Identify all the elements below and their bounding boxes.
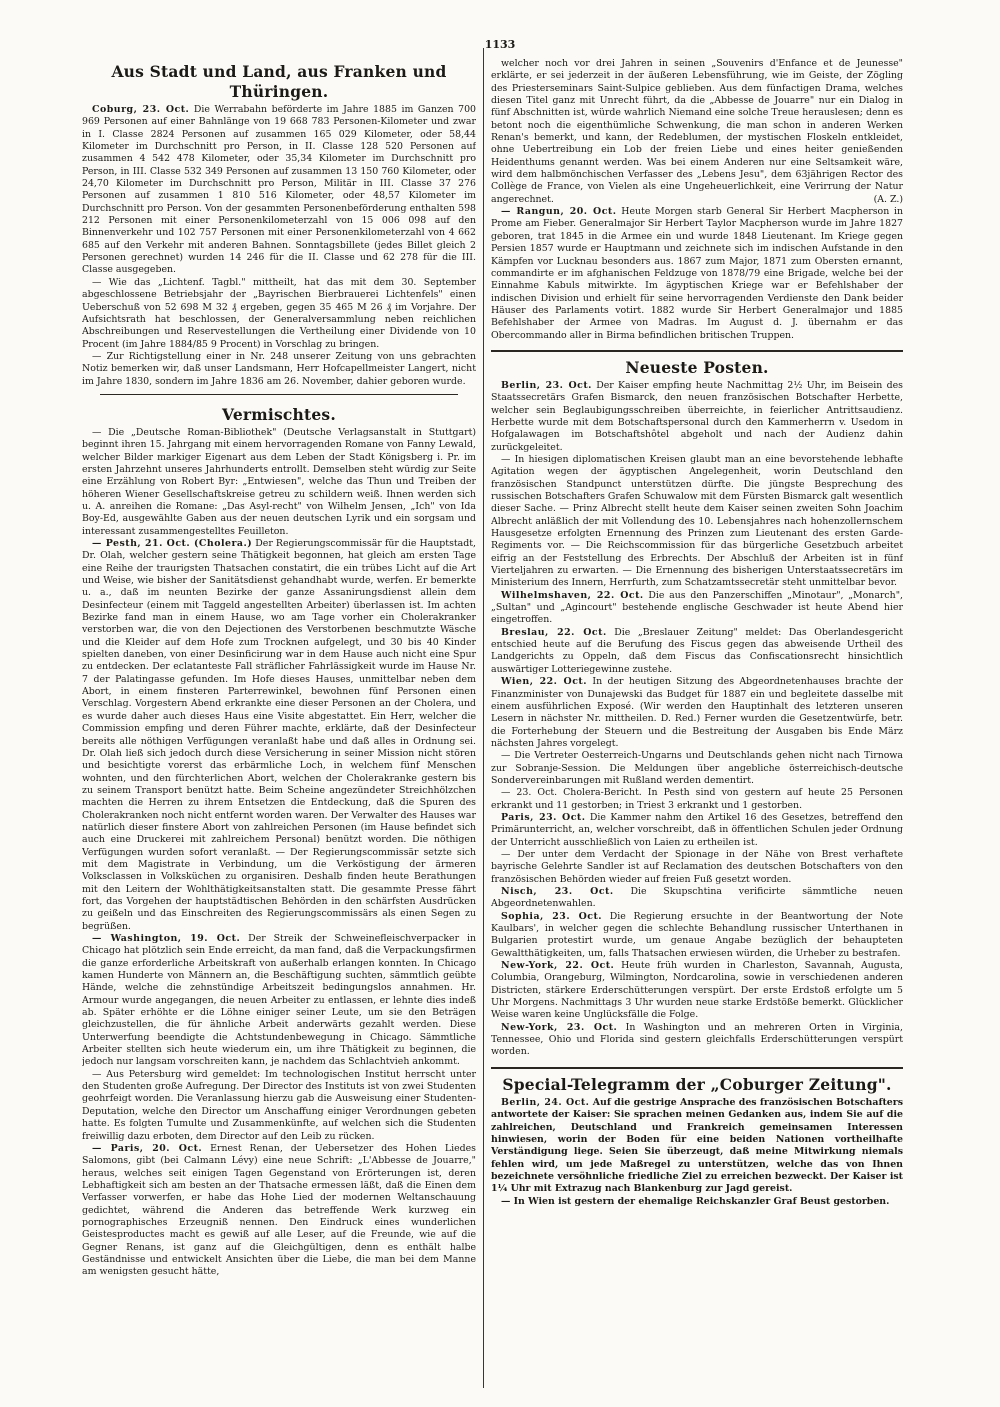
article-dateline: Coburg, 23. Oct.	[92, 104, 190, 115]
article-text: Der Kaiser empfing heute Nachmittag 2½ Uhr, im Beisein des Staatssecretärs Grafen Bismarck, den neuen französischen Botschafter Herbette, welcher sein Beglaubigungsschreiben überreichte, in feierlicher Antrittsaudienz. Herbette wurde mit dem Botschaftspersonal durch den Kammerherrn v. Usedom in Hofgalawagen im Botschaftshôtel abgeholt und nach der Audienz dahin zurückgeleitet.	[491, 379, 903, 453]
article-text: — In Wien ist gestern der ehemalige Reichskanzler Graf Beust gestorben.	[501, 1195, 890, 1207]
article-dateline: Wien, 22. Oct.	[501, 676, 588, 688]
article-text: Heute früh wurden in Charleston, Savannah, Augusta, Columbia, Orangeburg, Wilmington, Nordcarolina, sowie in verschiedenen anderen Districten, stärkere Erderschütterungen verspürt. Der erste Erdstoß erfolgte um 5 Uhr Morgens. Nachmittags 3 Uhr wurden neue starke Erdstöße bemerkt. Glücklicher Weise waren keine Unglücksfälle die Folge.	[491, 960, 903, 1021]
article-paragraph	[491, 1196, 903, 1208]
article-text: — Wie das „Lichtenf. Tagbl." mittheilt, hat das mit dem 30. September abgeschlossene Betriebsjahr der „Bayrischen Bierbrauerei Lichtenfels" einen Ueberschuß von 52 698 M 32 ₰ ergeben, gegen 35 465 M 26 ₰ im Vorjahre. Der Aufsichtsrath hat beschlossen, der Generalversammlung neben reichlichen Abschreibungen und Reservestellungen die Vertheilung einer Dividende von 10 Procent (im Jahre 1884/85 9 Procent) in Vorschlag zu bringen.	[82, 276, 476, 350]
miscellaneous-articles	[82, 427, 476, 1279]
section-heading-special-telegram: Special-Telegramm der „Coburger Zeitung".	[502, 1074, 892, 1094]
section-divider	[491, 1067, 903, 1069]
article-dateline: New-York, 23. Oct.	[501, 1021, 618, 1033]
article-paragraph	[82, 351, 476, 388]
article-text: — Die Vertreter Oesterreich-Ungarns und Deutschlands gehen nicht nach Tirnowa zur Sobranje-Session. Die Meldungen über angebliche österreichisch-deutsche Sondervereinbarungen mit Rußland werden dementirt.	[491, 750, 903, 786]
article-dateline: Paris, 23. Oct.	[501, 811, 586, 823]
article-paragraph	[491, 960, 903, 1022]
article-text: Auf die gestrige Ansprache des französischen Botschafters antwortete der Kaiser: Sie sprachen meinen Gedanken aus, indem Sie auf die zahlreichen, Deutschland und Frankreich gemeinsamen Interessen hinwiesen, worin der Boden für eine beiden Nationen vortheilhafte Verständigung liege. Seien Sie überzeugt, daß meine Mitwirkung niemals fehlen wird, um jede Maßregel zu unterstützen, welche das von Ihnen bezeichnete versöhnliche friedliche Ziel zu erreichen bezweckt. Der Kaiser ist 1¼ Uhr mit Extrazug nach Blankenburg zur Jagd gereist.	[491, 1096, 903, 1195]
article-paragraph	[82, 933, 476, 1069]
continued-articles	[491, 58, 903, 342]
page-number: 1133	[484, 38, 516, 51]
article-dateline: Sophia, 23. Oct.	[501, 910, 603, 922]
article-paragraph	[491, 787, 903, 812]
article-text: welcher noch vor drei Jahren in seinen „Souvenirs d'Enfance et de Jeunesse" erklärte, er sei jederzeit in der äußeren Lebensführung, wie im Geiste, der Zögling des Priesterseminars Saint-Sulpice geblieben. Aus dem fünfactigen Drama, welches diesen Titel ganz mit Unrecht führt, da die „Abbesse de Jouarre" nur ein Dialog in fünf Abschnitten ist, würde wahrlich Niemand eine solche Treue herauslesen; denn es betont noch die eigenthümliche Schwenkung, die man schon in anderen Werken Renan's bemerkt, und kann, der Redeblumen, der mystischen Floskeln entkleidet, ohne Uebertreibung ein Lob der freien Liebe und eines heiter genießenden Heidenthums genannt werden. Was bei einem Anderen nur eine Seltsamkeit wäre, wird dem halbmönchischen Verfasser des „Lebens Jesu", dem 63jährigen Rector des Collège de France, von Vielen als eine Ungeheuerlichkeit, eine Verirrung der Natur angerechnet.	[491, 58, 903, 205]
article-dateline: Berlin, 24. Oct.	[501, 1096, 590, 1108]
section-heading-latest-news: Neueste Posten.	[625, 357, 769, 377]
article-text: — Der unter dem Verdacht der Spionage in der Nähe von Brest verhaftete bayrische Gelehrte Sandler ist auf Reclamation des deutschen Botschafters von den französischen Behörden wieder auf freien Fuß gesetzt worden.	[491, 848, 903, 885]
article-dateline: — Pesth, 21. Oct. (Cholera.)	[92, 538, 253, 549]
article-paragraph	[491, 590, 903, 627]
article-paragraph	[82, 427, 476, 538]
right-column	[491, 58, 903, 1383]
article-paragraph	[82, 1143, 476, 1279]
article-dateline: — Paris, 20. Oct.	[92, 1142, 203, 1154]
column-divider	[483, 48, 484, 1388]
article-paragraph	[491, 454, 903, 590]
section-heading-local-news: Aus Stadt und Land, aus Franken und Thüringen.	[111, 62, 447, 101]
article-text: Ernest Renan, der Uebersetzer des Hohen Liedes Salomons, gibt (bei Calmann Lévy) eine neue Schrift: „L'Abbesse de Jouarre," heraus, welches seit einigen Tagen Gegenstand von Erörterungen ist, deren Lebhaftigkeit sich am besten an der Thatsache ermessen läßt, daß die Einen dem Verfasser vorwerfen, er habe das Hohe Lied der modernen Weltanschauung gedichtet, während die Anderen das betreffende Werk kurzweg ein pornographisches Erzeugniß nennen. Den Eindruck eines wunderlichen Geistesproductes macht es gewiß auf alle Leser, auf die Freunde, wie auf die Gegner Renans, ist ganz auf die Gleichgültigen, denn es enthält halbe Geständnisse und entwickelt Ansichten über die Liebe, die man bei dem Manne am wenigsten gesucht hätte,	[82, 1142, 476, 1278]
article-paragraph	[491, 627, 903, 676]
local-news-articles	[82, 104, 476, 388]
section-divider	[100, 394, 458, 395]
latest-news-articles	[491, 380, 903, 1059]
article-paragraph	[82, 104, 476, 277]
article-text: Der Streik der Schweinefleischverpacker in Chicago hat plötzlich sein Ende erreicht, da man fand, daß die Verpackungsfirmen die ganze erforderliche Arbeitskraft von außerhalb erlangen konnten. In Chicago kamen Hunderte von Männern an, die Beschäftigung suchten, sämmtlich geübte Hände, welche die zehnstündige Arbeitszeit bedingungslos annahmen. Hr. Armour wurde angegangen, die neuen Arbeiter zu entlassen, er lehnte dies indeß ab. Später erhöhte er die Löhne einiger seiner Leute, um sie den Beträgen gleichzustellen, die für ähnliche Arbeit anderwärts gezahlt werden. Diese Unterwerfung beendigte die Achtstundenbewegung in Chicago. Sämmtliche Arbeiter stellten sich heute wiederum ein, um ihre Thätigkeit zu beginnen, die jedoch nur langsam vorschreiten kann, je nachdem das Schlachtvieh ankommt.	[82, 933, 476, 1068]
article-paragraph	[491, 886, 903, 911]
article-paragraph	[491, 750, 903, 787]
article-dateline: New-York, 22. Oct.	[501, 960, 615, 972]
article-text: Die aus den Panzerschiffen „Minotaur", „Monarch", „Sultan" und „Agincourt" bestehende englische Geschwader ist heute Abend hier eingetroffen.	[491, 589, 903, 626]
article-source: (A. Z.)	[873, 193, 903, 205]
article-text: Die Werrabahn beförderte im Jahre 1885 im Ganzen 700 969 Personen auf einer Bahnlänge von 19 668 783 Personen-Kilometer und zwar in I. Classe 2824 Personen auf zusammen 165 029 Kilometer, oder 58,44 Kilometer im Durchschnitt pro Person, in II. Classe 128 520 Personen auf zusammen 4 542 478 Kilometer, oder 35,34 Kilometer im Durchschnitt pro Person, in III. Classe 532 349 Personen auf zusammen 13 150 760 Kilometer, oder 24,70 Kilometer im Durchschnitt pro Person, Militär in III. Classe 37 276 Personen auf zusammen 1 810 516 Kilometer, oder 48,57 Kilometer im Durchschnitt pro Person. Von der gesammten Personenbeförderung enthalten 598 212 Personen mit einer Personenkilometerzahl von 15 006 098 auf den Binnenverkehr und 102 757 Personen mit einer Personenkilometerzahl von 4 662 685 auf den Verkehr mit anderen Bahnen. Sonntagsbillete (jedes Billet gleich 2 Personen gerechnet) wurden 14 246 für die II. Classe und 62 278 für die III. Classe ausgegeben.	[82, 104, 476, 276]
article-paragraph	[491, 206, 903, 342]
article-paragraph	[491, 58, 903, 206]
article-text: Die Regierung ersuchte in der Beantwortung der Note Kaulbars', in welcher gegen die schlechte Behandlung russischer Unterthanen in Bulgarien protestirt wurde, um genaue Angabe bezüglich der behaupteten Gewaltthätigkeiten, um, falls Thatsachen erwiesen würden, die Urheber zu bestrafen.	[491, 910, 903, 959]
article-text: In Washington und an mehreren Orten in Virginia, Tennessee, Ohio und Florida sind gestern gleichfalls Erderschütterungen verspürt worden.	[491, 1021, 903, 1058]
article-paragraph	[491, 911, 903, 960]
article-text: Heute Morgen starb General Sir Herbert Macpherson in Prome am Fieber. Generalmajor Sir Herbert Taylor Macpherson wurde im Jahre 1827 geboren, trat 1845 in die Armee ein und wurde 1848 Lieutenant. Im Kriege gegen Persien 1857 wurde er Hauptmann und zeichnete sich im indischen Aufstande in den Kämpfen vor Lucknau besonders aus. 1867 zum Major, 1871 zum Obersten ernannt, commandirte er im afghanischen Feldzuge von 1878/79 eine Brigade, welche bei der Einnahme Kabuls mitwirkte. Im ägyptischen Kriege war er Befehlshaber der indischen Division und erhielt für seine hervorragenden Verdienste den Dank beider Häuser des Parlaments votirt. 1882 wurde Sir Herbert Generalmajor und 1885 Befehlshaber der Armee von Madras. Im August d. J. übernahm er das Obercommando aller in Birma befindlichen britischen Truppen.	[491, 206, 903, 341]
article-paragraph	[491, 1022, 903, 1059]
article-text: Die Kammer nahm den Artikel 16 des Gesetzes, betreffend den Primärunterricht, an, welcher vorschreibt, daß in öffentlichen Schulen jeder Ordnung der Unterricht ausschließlich von Laien zu ertheilen ist.	[491, 811, 903, 848]
article-text: Die Skupschtina verificirte sämmtliche neuen Abgeordnetenwahlen.	[491, 886, 903, 910]
article-paragraph	[491, 1097, 903, 1196]
left-column	[82, 58, 476, 1383]
article-text: — Aus Petersburg wird gemeldet: Im technologischen Institut herrscht unter den Studenten große Aufregung. Der Director des Instituts ist von zwei Studenten geohrfeigt worden. Die Veranlassung hierzu gab die Ausweisung einer Studenten-Deputation, welche den Director um Anschaffung einiger Verordnungen gebeten hatte. Es folgten Tumulte und Zusammenkünfte, auf welchen sich die Studenten freiwillig dazu erboten, dem Director auf den Leib zu rücken.	[82, 1068, 476, 1142]
article-paragraph	[82, 277, 476, 351]
article-text: Die „Breslauer Zeitung" meldet: Das Oberlandesgericht entschied heute auf die Berufung des Fiscus gegen das abweisende Urtheil des Landgerichts zu Oppeln, daß dem Fiscus das Confiscationsrecht hinsichtlich auswärtiger Lotteriegewinne zustehe.	[491, 626, 903, 675]
article-dateline: Breslau, 22. Oct.	[501, 626, 607, 638]
special-telegram-articles	[491, 1097, 903, 1208]
article-dateline: — Rangun, 20. Oct.	[501, 206, 617, 218]
article-dateline: Wilhelmshaven, 22. Oct.	[501, 589, 644, 601]
article-dateline: Nisch, 23. Oct.	[501, 886, 614, 897]
article-text: — Zur Richtigstellung einer in Nr. 248 unserer Zeitung von uns gebrachten Notiz bemerken wir, daß unser Landsmann, Herr Hofcapellmeister Langert, nicht im Jahre 1830, sondern im Jahre 1836 am 26. November, dahier geboren wurde.	[82, 350, 476, 387]
article-text: Der Regierungscommissär für die Hauptstadt, Dr. Olah, welcher gestern seine Thätigkeit begonnen, hat gleich am ersten Tage eine Reihe der traurigsten Thatsachen constatirt, die ein trübes Licht auf die Art und Weise, wie bisher der Sanitätsdienst gehandhabt wurde, werfen. Er bemerkte u. a., daß im neunten Bezirke der ganze Assanirungsdienst allein dem Desinfecteur (einem mit Taggeld angestellten Arbeiter) überlassen ist. Im achten Bezirke fand man in einem Hause, wo am Tage vorher ein Cholerakranker verstorben war, die von den Dejectionen des Verstorbenen beschmutzte Wäsche und die Kleider auf dem Hofe zum Trocknen aufgelegt, und 30 bis 40 Kinder spielten daneben, von einer Desinficirung war in dem Hause auch nicht eine Spur zu entdecken. Der eclatanteste Fall sträflicher Fahrlässigkeit wurde im Hause Nr. 7 der Palatingasse gefunden. Im Hofe dieses Hauses, unmittelbar neben dem Abort, in einem finsteren Parterrewinkel, bewohnen fünf Personen einen Verschlag. Vorgestern Abend erkrankte eine dieser Personen an der Cholera, und es wurde daher auch dieses Haus eine Visite abgestattet. Ein Herr, welcher die Commission empfing und deren Führer machte, erklärte, daß der Desinfecteur bereits alle nöthigen Verfügungen veranlaßt habe und daß alles in Ordnung sei. Dr. Olah ließ sich jedoch durch diese Versicherung in seiner Mission nicht stören und besichtigte vorerst das erbärmliche Loch, in welchem fünf Menschen wohnten, und den fürchterlichen Abort, welchen der Cholerakranke gestern bis zu seinem Transport benützt hatte. Beim Scheine angezündeter Streichhölzchen machten die Herren zu ihrem Entsetzen die Entdeckung, daß die Spuren des Cholerakranken noch nicht entfernt worden waren. Der Verwalter des Hauses war natürlich dieser finstere Abort von zahlreichen Personen (im Hause befindet sich auch eine Druckerei mit zahlreichem Personal) benützt worden. Die nöthigen Verfügungen wurden sofort veranlaßt. — Der Regierungscommissär setzte sich mit dem Magistrate in Verbindung, um die Verköstigung der ärmeren Volksclassen in Volksküchen zu organisiren. Deshalb finden heute Berathungen mit den Leitern der Wohlthätigkeitsanstalten statt. Die gesammte Presse fährt fort, das Vorgehen der hauptstädtischen Behörden in den schärfsten Ausdrücken zu geißeln und das Einschreiten des Regierungscommissärs als einen Segen zu begrüßen.	[82, 538, 476, 932]
article-dateline: — Washington, 19. Oct.	[92, 933, 241, 944]
section-heading-miscellaneous: Vermischtes.	[222, 404, 336, 424]
article-paragraph	[491, 849, 903, 886]
section-divider	[491, 350, 903, 352]
article-text: In der heutigen Sitzung des Abgeordnetenhauses brachte der Finanzminister von Dunajewski das Budget für 1887 ein und begleitete dasselbe mit einem ausführlichen Exposé. (Wir werden den Hauptinhalt des letzteren unseren Lesern in nächster Nr. mittheilen. D. Red.) Ferner wurden die Gesetzentwürfe, betr. die Forterhebung der Steuern und die Bestreitung der Ausgaben bis Ende März nächsten Jahres vorgelegt.	[491, 676, 903, 749]
article-text: — 23. Oct. Cholera-Bericht. In Pesth sind von gestern auf heute 25 Personen erkrankt und 11 gestorben; in Triest 3 erkrankt und 1 gestorben.	[491, 787, 903, 811]
article-paragraph	[82, 1069, 476, 1143]
article-text: — In hiesigen diplomatischen Kreisen glaubt man an eine bevorstehende lebhafte Agitation wegen der ägyptischen Angelegenheit, worin Deutschland den französischen Standpunct unterstützen dürfte. Die jüngste Besprechung des russischen Botschafters Grafen Schuwalow mit dem Fürsten Bismarck galt wesentlich dieser Sache. — Prinz Albrecht stellt heute dem Kaiser seinen zweiten Sohn Joachim Albrecht anläßlich der mit Vollendung des 10. Lebensjahres nach hohenzollernschem Hausgesetze erfolgten Ernennung des Prinzen zum Lieutenant des ersten Garde-Regiments vor. — Die Reichscommission für das bürgerliche Gesetzbuch arbeitet eifrig an der Feststellung des Erbrechts. Der Abschluß der Arbeiten ist in fünf Vierteljahren zu erwarten. — Die Ernennung des bisherigen Unterstaatssecretärs im Ministerium des Innern, Herrfurth, zum Schatzamtssecretär steht unmittelbar bevor.	[491, 453, 903, 589]
article-paragraph	[491, 812, 903, 849]
article-paragraph	[82, 538, 476, 933]
article-paragraph	[491, 676, 903, 750]
article-paragraph	[491, 380, 903, 454]
article-dateline: Berlin, 23. Oct.	[501, 379, 592, 391]
article-text: — Die „Deutsche Roman-Bibliothek" (Deutsche Verlagsanstalt in Stuttgart) beginnt ihren 15. Jahrgang mit einem hervorragenden Romane von Fanny Lewald, welcher Bilder markiger Eigenart aus dem Leben der Stadt Königsberg i. Pr. im ersten Jahrzehnt unseres Jahrhunderts entrollt. Demselben steht würdig zur Seite eine Erzählung von Robert Byr: „Entwiesen", welche das Thun und Treiben der höheren Wiener Gesellschaftskreise getreu zu schildern weiß. Ihnen werden sich u. A. anreihen die Romane: „Das Asyl-recht" von Wilhelm Jensen, „Ich" von Ida Boy-Ed, ausgewählte Gaben aus der neuen deutschen Lyrik und ein sorgsam und interessant zusammengestelltes Feuilleton.	[82, 426, 476, 537]
